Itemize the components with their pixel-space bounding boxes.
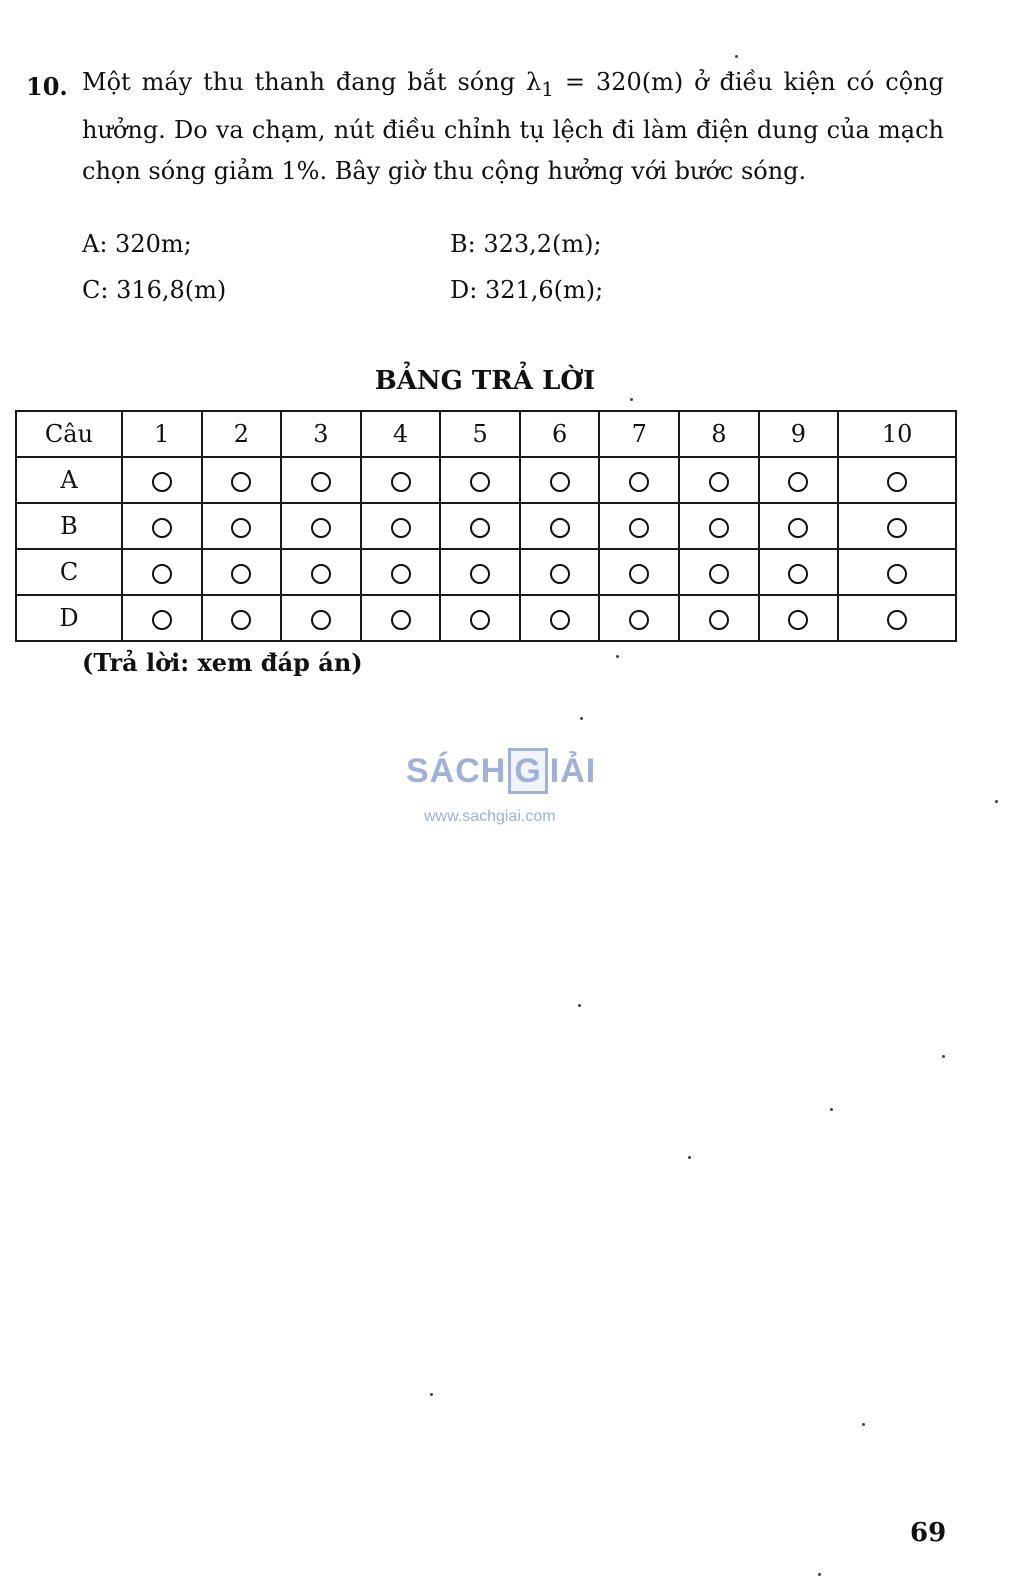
table-row [16,503,956,549]
answer-bubble-5-d[interactable] [470,610,490,630]
header-cell-9: 9 [759,411,839,457]
answer-cell [599,549,679,595]
header-cell-8: 8 [679,411,759,457]
answer-bubble-2-a[interactable] [231,472,251,492]
answer-cell [838,457,956,503]
answer-cell [520,549,600,595]
answer-bubble-5-b[interactable] [470,518,490,538]
answer-cell [838,549,956,595]
answer-cell [122,595,202,641]
row-label-b: B [16,503,122,549]
answer-cell [838,595,956,641]
answer-cell [440,549,520,595]
answer-cell [520,595,600,641]
answer-bubble-3-b[interactable] [311,518,331,538]
scan-speck [995,800,998,803]
question-text-before: Một máy thu thanh đang bắt sóng [82,68,526,96]
answer-cell [679,503,759,549]
answer-cell [281,595,361,641]
answer-cell [202,595,282,641]
scan-speck [578,1004,581,1007]
scan-speck [616,655,619,658]
scan-speck [830,1108,833,1111]
answer-bubble-2-c[interactable] [231,564,251,584]
header-cell-10: 10 [838,411,956,457]
scan-speck [430,1393,433,1396]
wavelength-formula [526,68,684,101]
answer-cell [361,457,441,503]
answer-cell [759,503,839,549]
header-cell-2: 2 [202,411,282,457]
answer-bubble-7-a[interactable] [629,472,649,492]
answer-bubble-9-d[interactable] [788,610,808,630]
answer-bubble-1-c[interactable] [152,564,172,584]
answer-bubble-8-c[interactable] [709,564,729,584]
header-cell-question: Câu [16,411,122,457]
table-row [16,549,956,595]
watermark-box: G [508,748,547,794]
option-b[interactable]: B: 323,2(m); [450,230,602,258]
answer-bubble-10-c[interactable] [887,564,907,584]
answer-bubble-8-d[interactable] [709,610,729,630]
row-label-a: A [16,457,122,503]
answer-bubble-2-b[interactable] [231,518,251,538]
answer-bubble-10-a[interactable] [887,472,907,492]
question-text-after: ở điều kiện có cộng hưởng. Do va chạm, nút điều chỉnh tụ lệch đi làm điện dung của mạch chọn sóng giảm 1%. Bây giờ thu cộng hưởng với bước sóng. [82,68,944,185]
answer-bubble-10-d[interactable] [887,610,907,630]
table-row [16,595,956,641]
answer-cell [281,457,361,503]
question-text [82,62,944,192]
answer-bubble-7-b[interactable] [629,518,649,538]
answer-cell [520,503,600,549]
watermark-right: IẢI [549,752,597,790]
option-c[interactable]: C: 316,8(m) [82,276,227,304]
answer-table [15,410,957,642]
answer-cell [361,503,441,549]
header-cell-3: 3 [281,411,361,457]
answer-cell [679,549,759,595]
answer-cell [122,549,202,595]
answer-cell [599,595,679,641]
answer-bubble-8-b[interactable] [709,518,729,538]
answer-bubble-9-b[interactable] [788,518,808,538]
row-label-c: C [16,549,122,595]
answer-bubble-4-c[interactable] [391,564,411,584]
answer-cell [281,503,361,549]
answer-cell [202,549,282,595]
header-cell-1: 1 [122,411,202,457]
watermark-logo [406,748,596,794]
answer-bubble-3-a[interactable] [311,472,331,492]
answer-cell [361,595,441,641]
table-row [16,457,956,503]
question-number: 10. [26,72,68,101]
page-number: 69 [910,1518,947,1548]
answer-table-title: BẢNG TRẢ LỜI [374,366,596,396]
header-cell-4: 4 [361,411,441,457]
answer-bubble-6-a[interactable] [550,472,570,492]
answer-bubble-5-c[interactable] [470,564,490,584]
answer-cell [679,457,759,503]
row-label-d: D [16,595,122,641]
answer-bubble-6-b[interactable] [550,518,570,538]
answer-cell [122,457,202,503]
answer-cell [759,595,839,641]
answer-cell [679,595,759,641]
answer-cell [759,549,839,595]
answer-cell [440,595,520,641]
answer-bubble-2-d[interactable] [231,610,251,630]
scan-speck [862,1423,865,1426]
scan-speck [735,55,738,58]
answer-bubble-3-d[interactable] [311,610,331,630]
answer-cell [202,503,282,549]
answer-note: (Trả lời: xem đáp án) [82,648,363,677]
watermark [406,738,610,832]
answer-bubble-8-a[interactable] [709,472,729,492]
answer-bubble-1-b[interactable] [152,518,172,538]
answer-cell [440,503,520,549]
answer-bubble-9-a[interactable] [788,472,808,492]
answer-bubble-10-b[interactable] [887,518,907,538]
header-cell-6: 6 [520,411,600,457]
answer-bubble-4-d[interactable] [391,610,411,630]
scan-speck [688,1156,691,1159]
answer-bubble-4-b[interactable] [391,518,411,538]
scan-speck [942,1055,945,1058]
answer-cell [361,549,441,595]
formula-value: = 320(m) [553,68,684,96]
answer-bubble-6-d[interactable] [550,610,570,630]
answer-cell [202,457,282,503]
answer-bubble-9-c[interactable] [788,564,808,584]
watermark-url: www.sachgiai.com [424,808,556,825]
answer-bubble-7-d[interactable] [629,610,649,630]
watermark-left: SÁCH [406,752,507,790]
table-header-row [16,411,956,457]
answer-bubble-4-a[interactable] [391,472,411,492]
scan-speck [630,398,633,401]
answer-cell [440,457,520,503]
answer-cell [122,503,202,549]
answer-bubble-7-c[interactable] [629,564,649,584]
scan-speck [818,1573,821,1576]
answer-cell [599,503,679,549]
answer-cell [759,457,839,503]
answer-cell [281,549,361,595]
answer-cell [838,503,956,549]
option-a[interactable]: A: 320m; [82,230,192,258]
answer-cell [520,457,600,503]
answer-bubble-1-a[interactable] [152,472,172,492]
option-d[interactable]: D: 321,6(m); [450,276,604,304]
header-cell-7: 7 [599,411,679,457]
answer-bubble-3-c[interactable] [311,564,331,584]
answer-cell [599,457,679,503]
formula-symbol: λ [526,68,542,96]
answer-bubble-1-d[interactable] [152,610,172,630]
answer-bubble-5-a[interactable] [470,472,490,492]
header-cell-5: 5 [440,411,520,457]
scan-speck [580,717,583,720]
answer-bubble-6-c[interactable] [550,564,570,584]
formula-subscript: 1 [541,76,554,101]
